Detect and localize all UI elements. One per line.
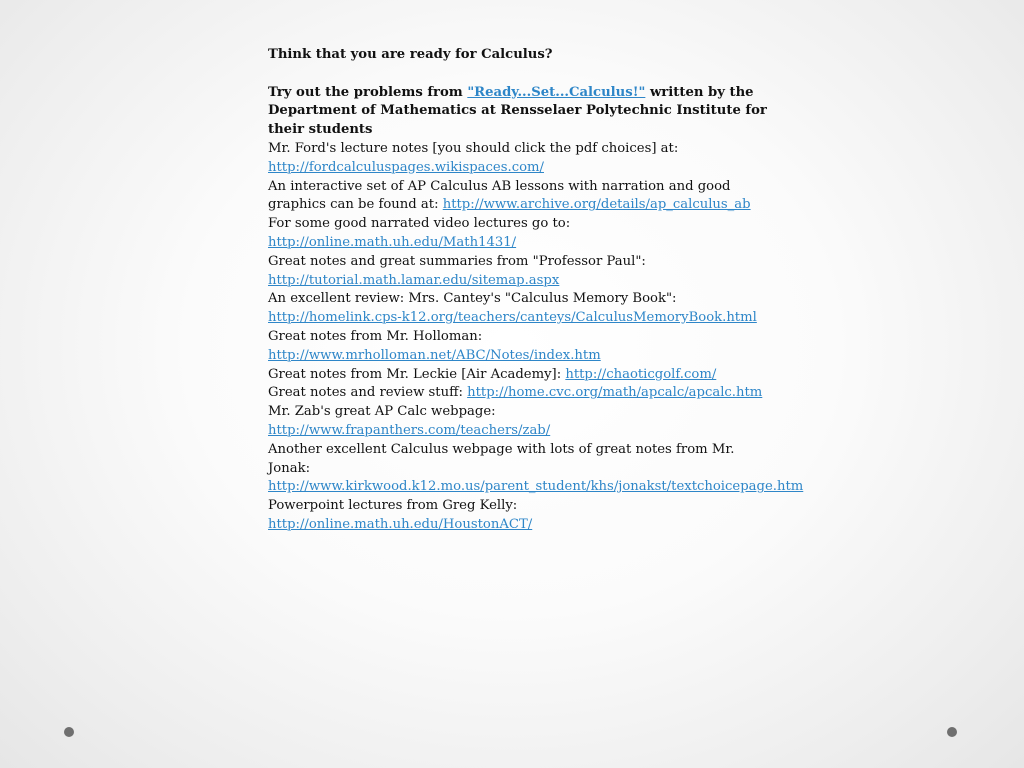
blank-line <box>268 65 768 84</box>
intro-prefix: Try out the problems from <box>268 84 468 100</box>
resource-text: Mr. Ford's lecture notes [you should click the pdf choices] at: <box>268 140 679 156</box>
resource-text: Powerpoint lectures from Greg Kelly: <box>268 498 518 514</box>
intro-paragraph <box>268 84 768 140</box>
bottom-left-dot-icon <box>64 727 74 737</box>
resource-text: Another excellent Calculus webpage with lots of great notes from Mr. Jonak: <box>268 441 735 476</box>
resource-item <box>268 366 768 385</box>
resource-item <box>268 403 768 441</box>
intro-suffix: written by the Department of Mathematics at Rensselaer Polytechnic Institute for their students <box>268 84 767 138</box>
resource-link[interactable]: http://online.math.uh.edu/HoustonACT/ <box>268 516 533 532</box>
bottom-right-dot-icon <box>947 727 957 737</box>
resource-text: An interactive set of AP Calculus AB lessons with narration and good graphics can be found at: <box>268 178 731 213</box>
resource-text: An excellent review: Mrs. Cantey's "Calculus Memory Book": <box>268 291 677 307</box>
resource-link[interactable]: http://tutorial.math.lamar.edu/sitemap.aspx <box>268 272 560 288</box>
resource-item <box>268 328 768 366</box>
resource-item <box>268 253 768 291</box>
resource-link[interactable]: http://fordcalculuspages.wikispaces.com/ <box>268 159 544 175</box>
resource-link[interactable]: http://www.kirkwood.k12.mo.us/parent_student/khs/jonakst/textchoicepage.htm <box>268 479 804 495</box>
ready-set-calculus-link[interactable]: "Ready...Set...Calculus!" <box>467 84 646 100</box>
resource-item <box>268 497 768 535</box>
resource-text: Great notes and review stuff: <box>268 385 468 401</box>
slide-content <box>268 46 804 535</box>
resource-text: Great notes from Mr. Leckie [Air Academy]: <box>268 366 566 382</box>
resource-link[interactable]: http://www.archive.org/details/ap_calculus_ab <box>442 197 751 213</box>
slide-heading: Think that you are ready for Calculus? <box>268 47 553 62</box>
resource-link[interactable]: http://www.frapanthers.com/teachers/zab/ <box>268 422 551 438</box>
resource-link[interactable]: http://homelink.cps-k12.org/teachers/canteys/CalculusMemoryBook.html <box>268 310 757 326</box>
resource-item <box>268 178 768 216</box>
resource-text: Great notes and great summaries from "Professor Paul": <box>268 253 646 269</box>
resource-item <box>268 140 768 178</box>
resource-link[interactable]: http://chaoticgolf.com/ <box>565 366 717 382</box>
resource-text: For some good narrated video lectures go to: <box>268 216 571 232</box>
resource-link[interactable]: http://www.mrholloman.net/ABC/Notes/index.htm <box>268 347 601 363</box>
resource-item <box>268 441 804 497</box>
resource-item <box>268 290 768 328</box>
resource-text: Great notes from Mr. Holloman: <box>268 328 483 344</box>
resource-text: Mr. Zab's great AP Calc webpage: <box>268 404 496 420</box>
resource-item <box>268 384 768 403</box>
resource-item <box>268 215 768 253</box>
resource-link[interactable]: http://online.math.uh.edu/Math1431/ <box>268 234 517 250</box>
resource-link[interactable]: http://home.cvc.org/math/apcalc/apcalc.htm <box>467 385 763 401</box>
